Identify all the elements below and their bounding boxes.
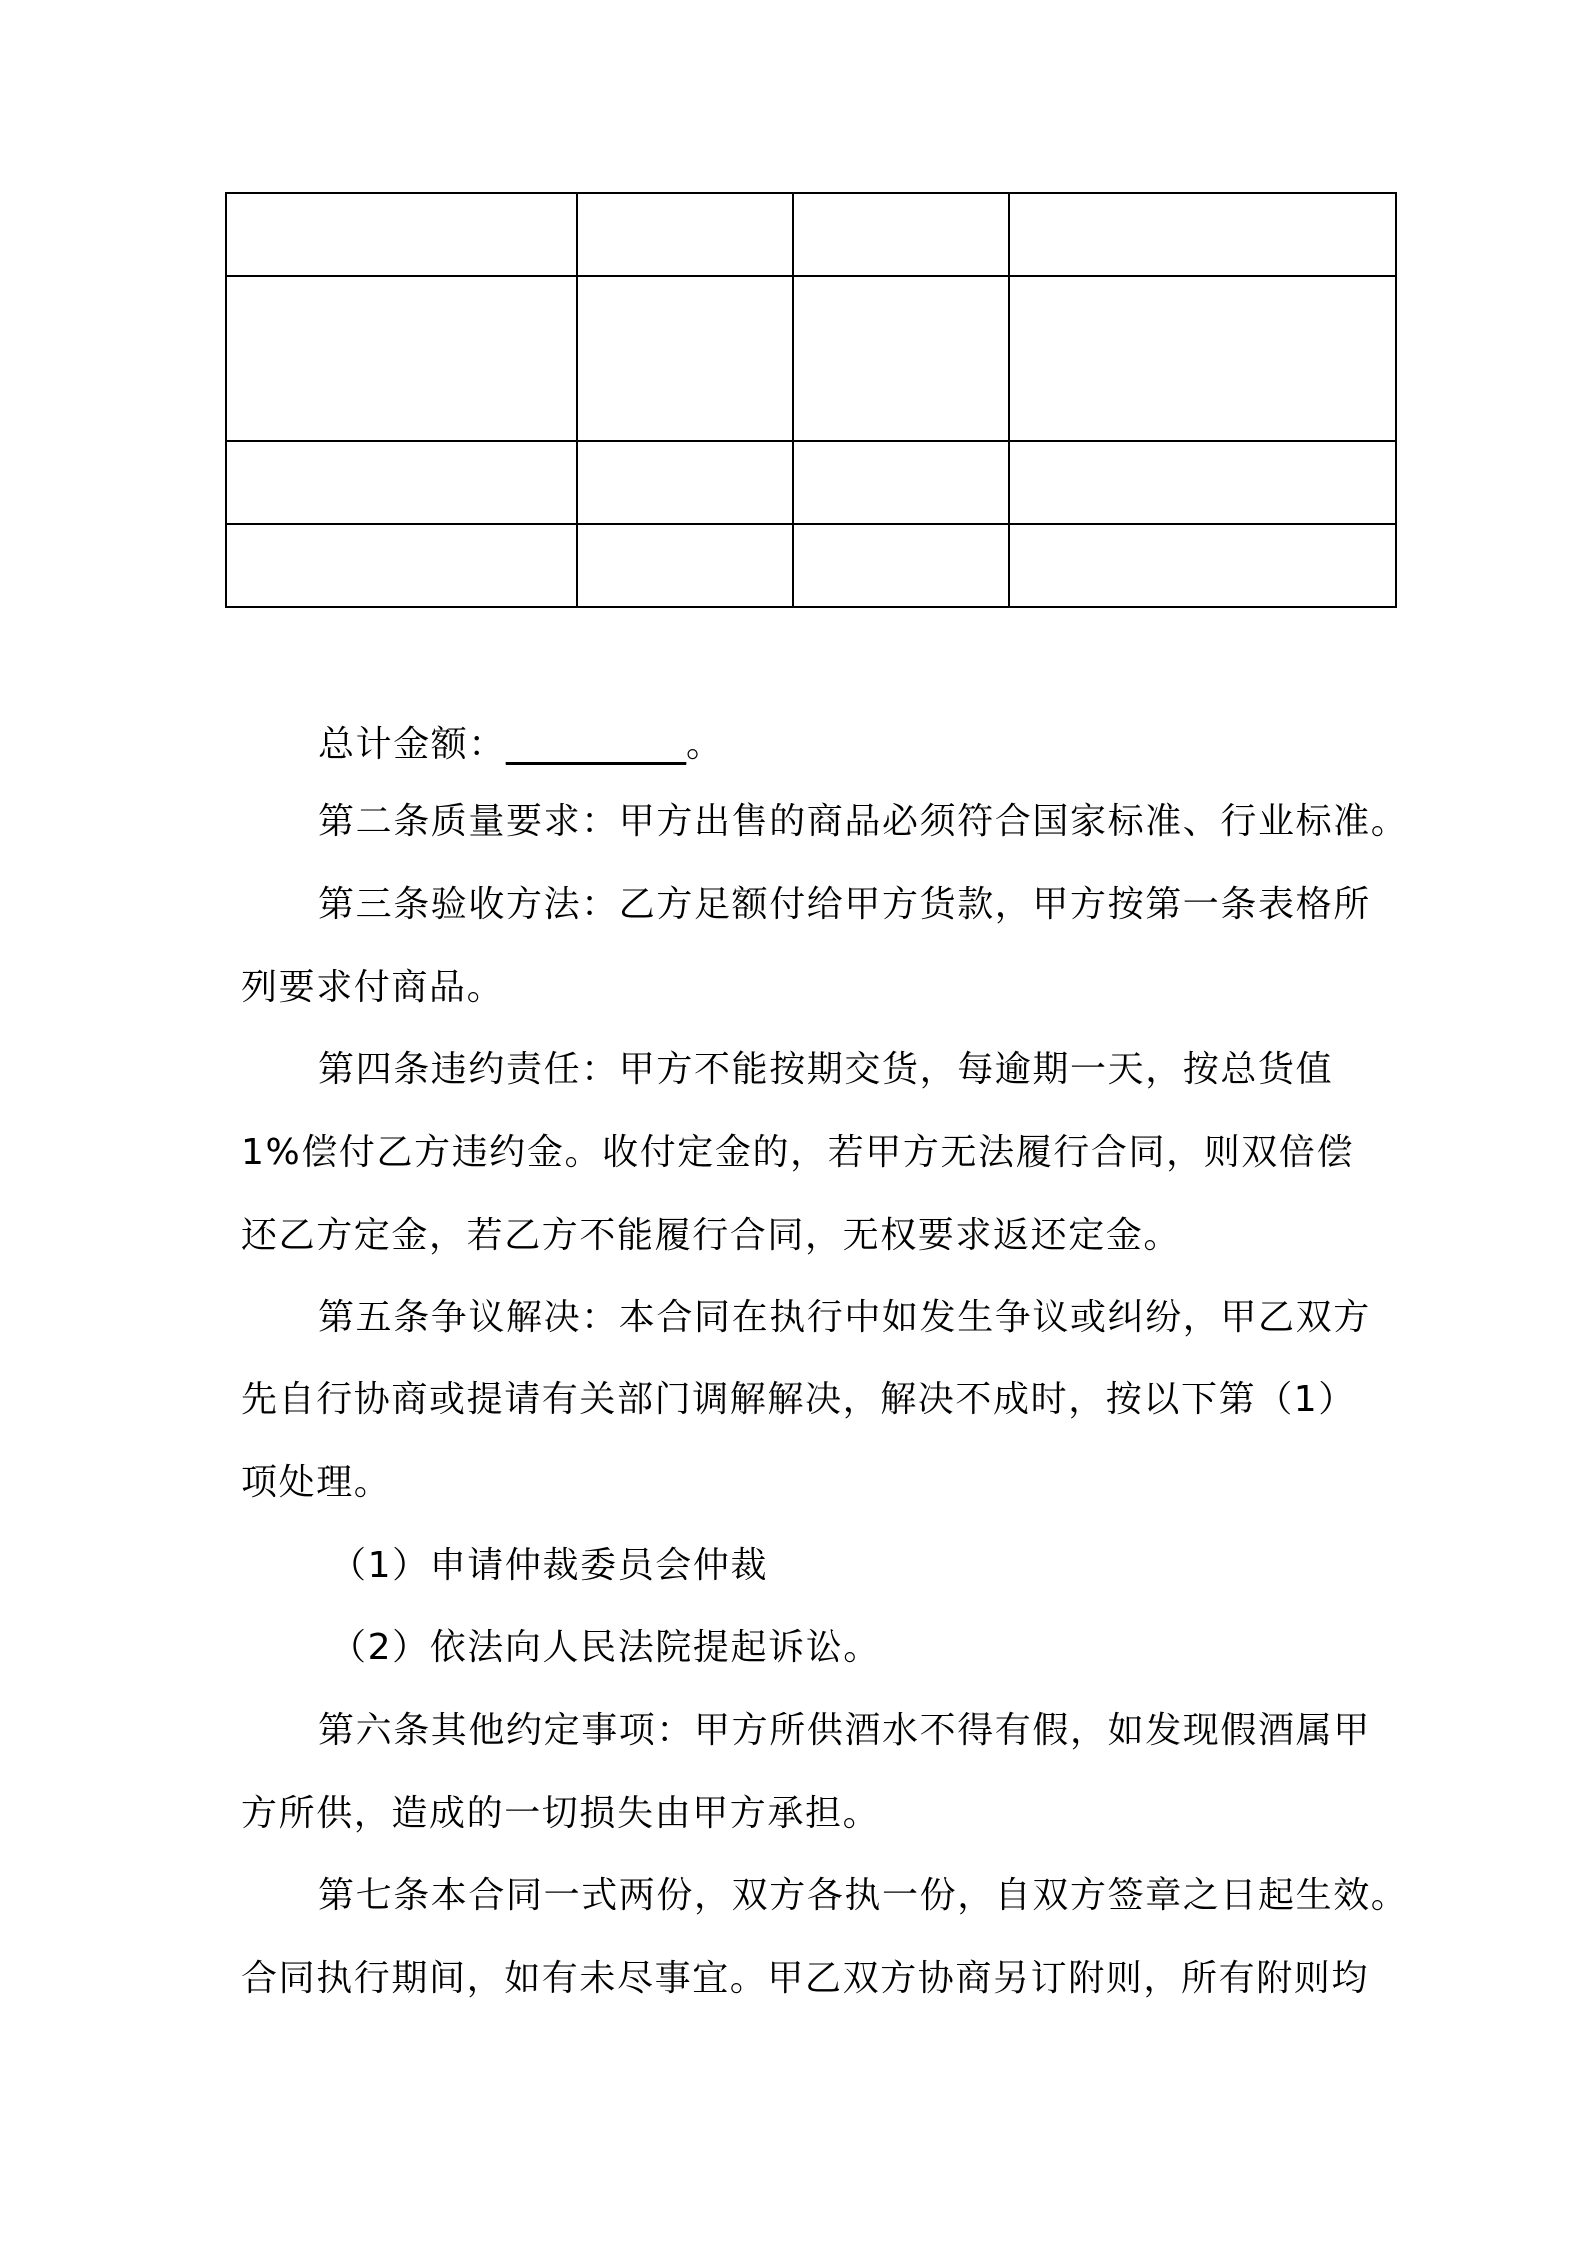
clause-5-line-1: 第五条争议解决：本合同在执行中如发生争议或纠纷，甲乙双方 (318, 1297, 1371, 1338)
clause-4-line-1: 第四条违约责任：甲方不能按期交货，每逾期一天，按总货值 (318, 1049, 1334, 1090)
clause-6-line-1: 第六条其他约定事项：甲方所供酒水不得有假，如发现假酒属甲 (318, 1710, 1371, 1751)
table-cell (793, 441, 1009, 524)
clause-7-line-2: 合同执行期间，如有未尽事宜。甲乙双方协商另订附则，所有附则均 (241, 1958, 1370, 1999)
total-amount-blank: __________ (506, 724, 687, 765)
table-cell (577, 524, 793, 607)
table-row (226, 193, 1396, 276)
table-cell (226, 193, 577, 276)
table-cell (226, 276, 577, 441)
clause-4-line-3: 还乙方定金，若乙方不能履行合同，无权要求返还定金。 (241, 1215, 1182, 1256)
table-cell (226, 441, 577, 524)
table-cell (1009, 524, 1396, 607)
table-cell (226, 524, 577, 607)
clause-7-line-1: 第七条本合同一式两份，双方各执一份，自双方签章之日起生效。 (318, 1875, 1409, 1916)
clause-4-line-2: 1%偿付乙方违约金。收付定金的，若甲方无法履行合同，则双倍偿 (241, 1132, 1355, 1173)
option-2: （2）依法向人民法院提起诉讼。 (330, 1627, 881, 1668)
table-cell (1009, 193, 1396, 276)
table-row (226, 524, 1396, 607)
total-amount-label: 总计金额： (318, 724, 507, 765)
clause-5-line-3: 项处理。 (241, 1462, 392, 1503)
table-cell (793, 193, 1009, 276)
goods-table (225, 192, 1397, 608)
clause-3-line-2: 列要求付商品。 (241, 967, 505, 1008)
total-amount-line (318, 723, 724, 767)
table-cell (1009, 441, 1396, 524)
table-cell (577, 276, 793, 441)
clause-3-line-1: 第三条验收方法：乙方足额付给甲方货款，甲方按第一条表格所 (318, 884, 1371, 925)
option-1: （1）申请仲裁委员会仲裁 (330, 1545, 769, 1586)
table-row (226, 276, 1396, 441)
table-cell (793, 276, 1009, 441)
clause-6-line-2: 方所供，造成的一切损失由甲方承担。 (241, 1793, 881, 1834)
table-cell (1009, 276, 1396, 441)
table-cell (793, 524, 1009, 607)
table-row (226, 441, 1396, 524)
table-cell (577, 193, 793, 276)
clause-2-line-1: 第二条质量要求：甲方出售的商品必须符合国家标准、行业标准。 (318, 801, 1409, 842)
table-cell (577, 441, 793, 524)
total-amount-end: 。 (686, 724, 724, 765)
clause-5-line-2: 先自行协商或提请有关部门调解解决，解决不成时，按以下第（1） (241, 1379, 1356, 1420)
